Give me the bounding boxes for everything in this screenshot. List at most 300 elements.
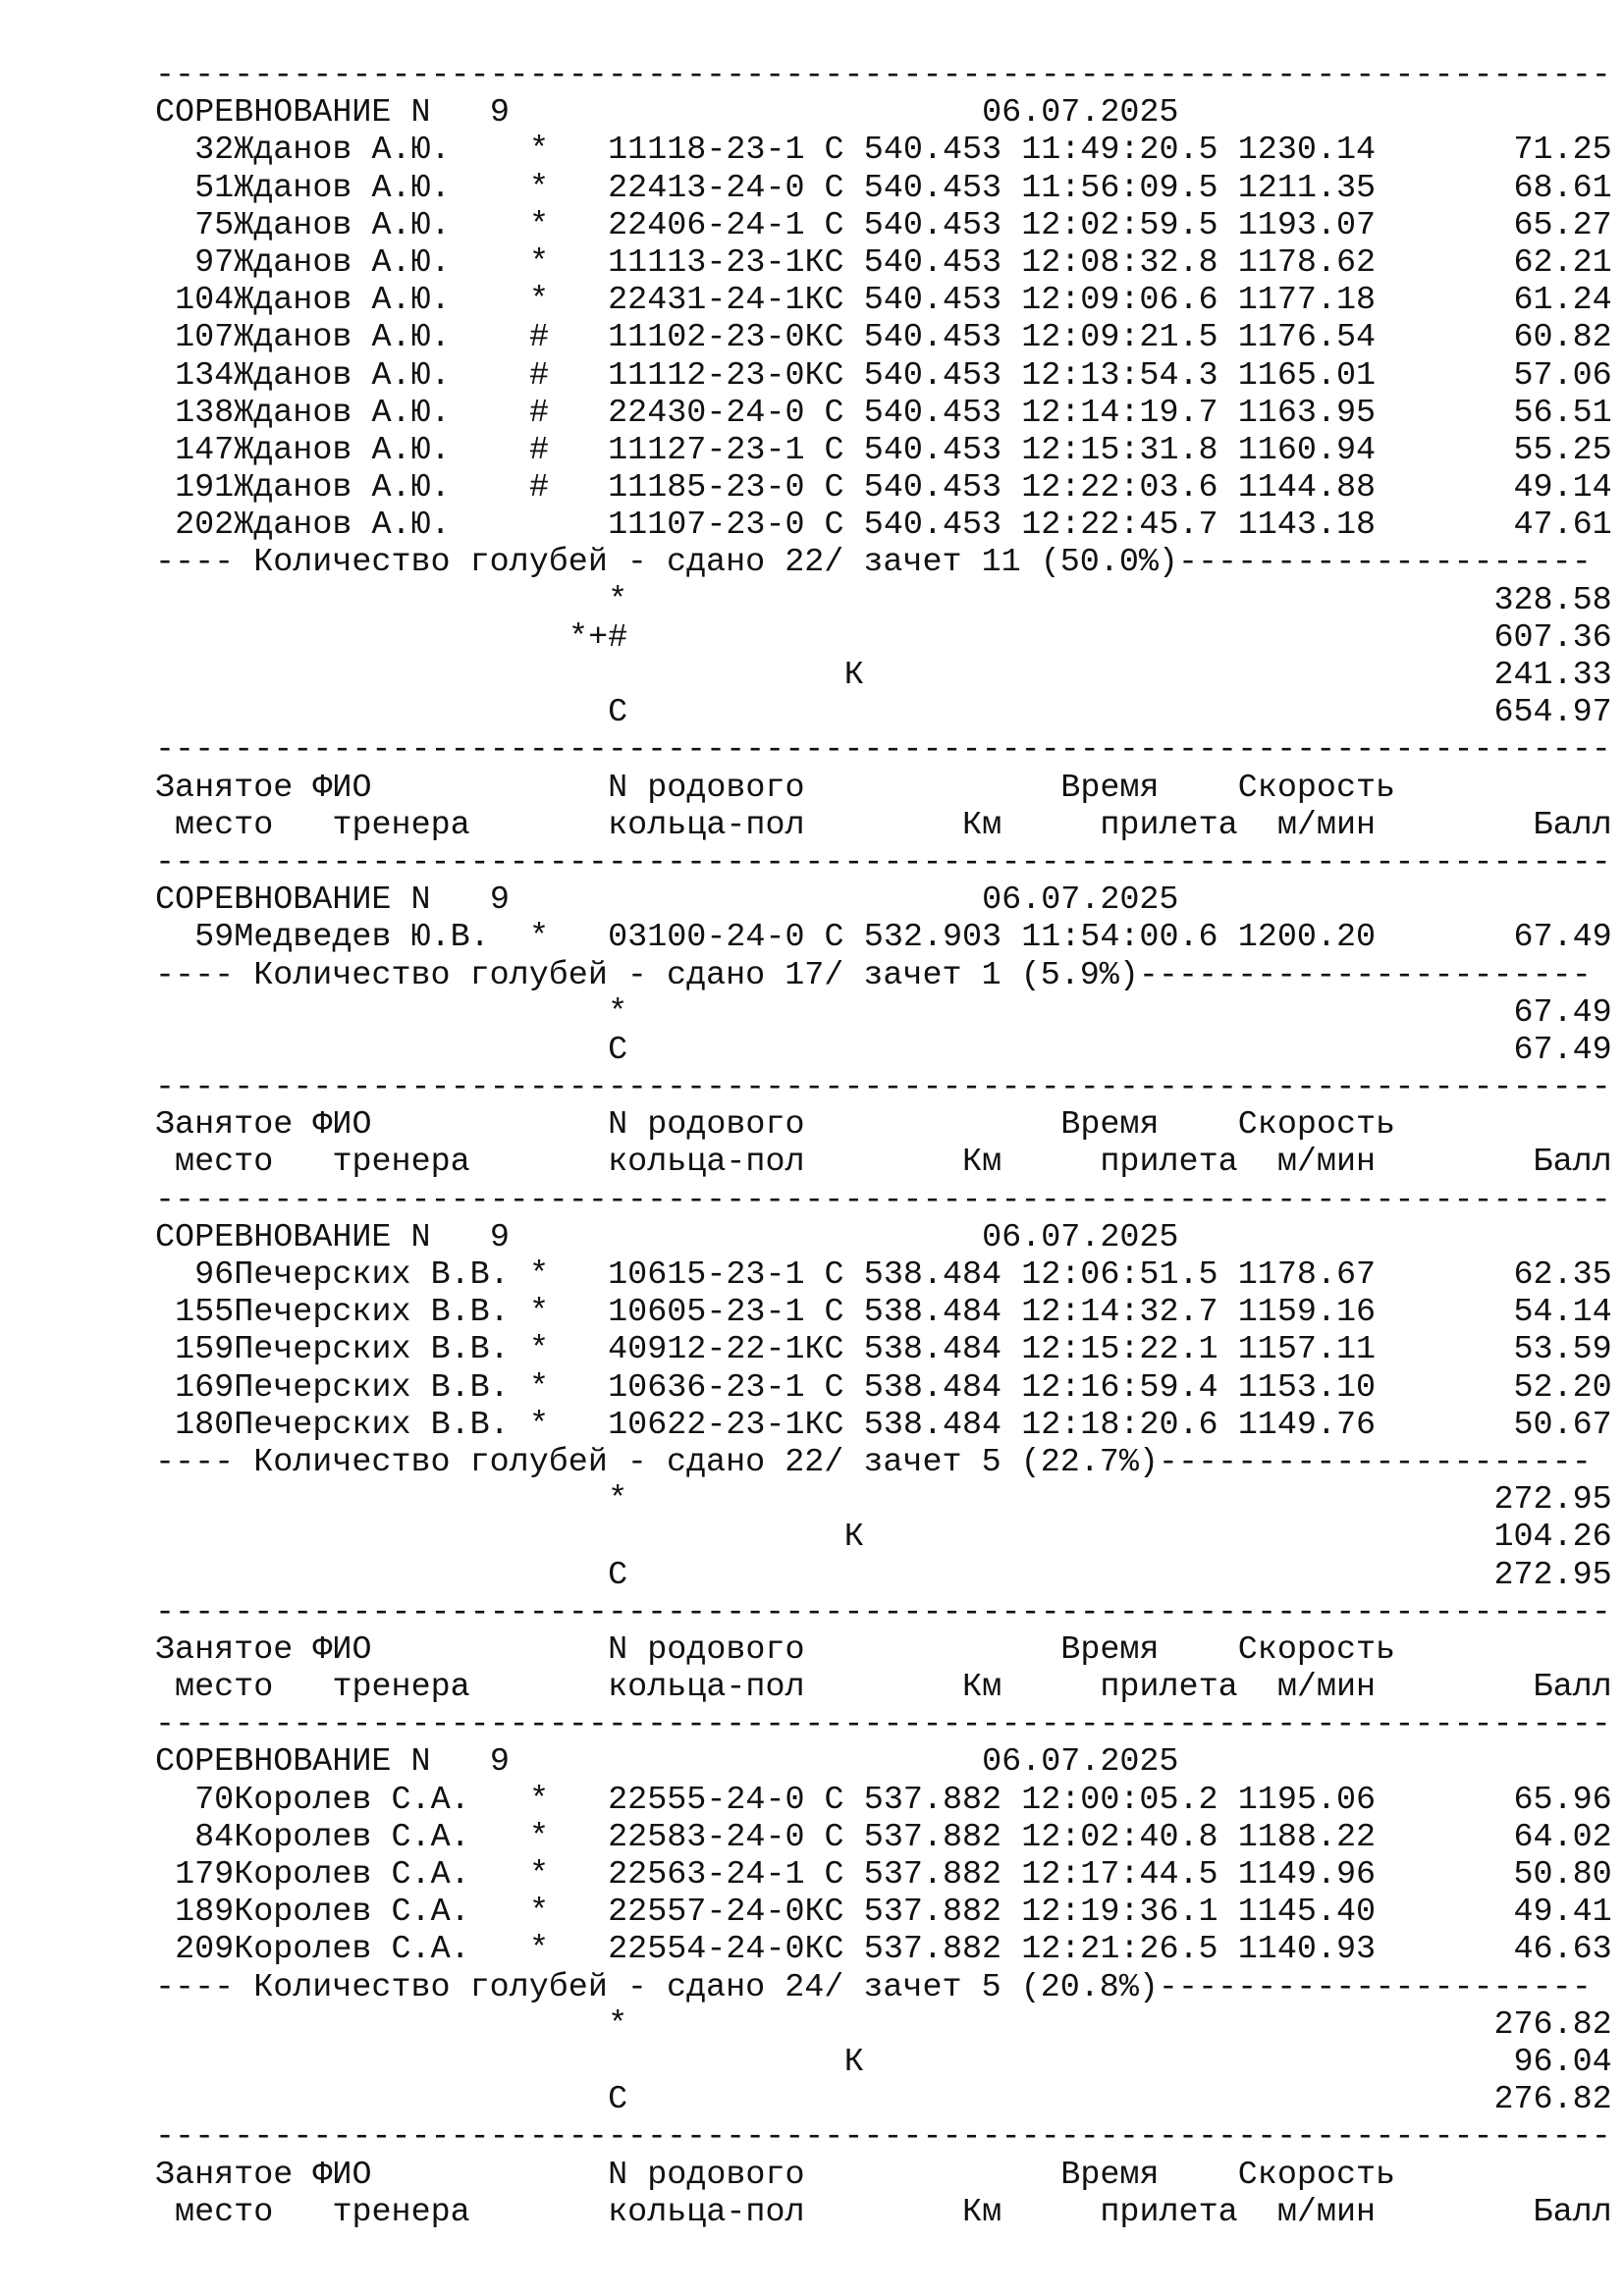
trainer-name: Печерских В.В. — [234, 1256, 510, 1294]
place: 84 — [194, 1818, 235, 1856]
place-header: Занятое — [155, 1630, 294, 1669]
summary-text: ---- Количество голубей - сдано 22/ зачет 5 (22.7%)---------------------- — [155, 1443, 1592, 1481]
total-line — [0, 619, 1624, 657]
points: 57.06 — [1513, 356, 1612, 395]
separator-rule — [0, 1069, 1624, 1106]
name-subheader: тренера — [332, 1669, 470, 1707]
points: 46.63 — [1513, 1931, 1612, 1969]
ring-header: N родового — [608, 2156, 805, 2194]
column-header-line-1 — [0, 770, 1624, 807]
trainer-name: Медведев Ю.В. — [234, 919, 490, 957]
trainer-name: Жданов А.Ю. — [234, 169, 451, 207]
result-row — [0, 469, 1624, 507]
ring-number: 11118-23-1 С — [608, 132, 844, 170]
points-header: Балл — [1533, 1669, 1612, 1707]
column-header-line-2 — [0, 1669, 1624, 1706]
name-subheader: тренера — [332, 2193, 470, 2231]
time-subheader: прилета — [1100, 1144, 1238, 1182]
speed: 1178.62 — [1237, 243, 1377, 282]
result-row — [0, 319, 1624, 356]
arrival-time: 12:22:03.6 — [1021, 469, 1218, 507]
km-header: Км — [962, 806, 1002, 844]
rule-text: -------------------------------------------------------------------------- — [155, 1593, 1611, 1631]
arrival-time: 12:17:44.5 — [1021, 1856, 1218, 1894]
ring-number: 10615-23-1 С — [608, 1256, 844, 1294]
place: 155 — [175, 1294, 235, 1332]
total-line — [0, 657, 1624, 694]
result-row — [0, 1894, 1624, 1931]
result-row — [0, 507, 1624, 544]
speed: 1195.06 — [1237, 1781, 1377, 1819]
marker: * — [528, 1406, 549, 1444]
distance-km: 537.882 — [863, 1781, 1002, 1819]
points-header: Балл — [1533, 1144, 1612, 1182]
trainer-name: Печерских В.В. — [234, 1294, 510, 1332]
arrival-time: 11:56:09.5 — [1021, 169, 1218, 207]
competition-number: 9 — [489, 1218, 510, 1256]
total-value: 272.95 — [1493, 1481, 1612, 1520]
speed-header: Скорость — [1237, 769, 1396, 807]
result-row — [0, 1294, 1624, 1331]
ring-number: 22413-24-0 С — [608, 169, 844, 207]
ring-number: 22583-24-0 С — [608, 1818, 844, 1856]
km-header: Км — [962, 1144, 1002, 1182]
competition-title-line — [0, 94, 1624, 132]
arrival-time: 12:21:26.5 — [1021, 1931, 1218, 1969]
total-value: 96.04 — [1513, 2043, 1612, 2081]
place-subheader: место — [175, 806, 274, 844]
column-header-line-2 — [0, 807, 1624, 844]
points: 56.51 — [1513, 394, 1612, 432]
rule-text: -------------------------------------------------------------------------- — [155, 731, 1611, 770]
trainer-name: Жданов А.Ю. — [234, 507, 451, 545]
marker: * — [528, 132, 549, 170]
arrival-time: 12:14:32.7 — [1021, 1294, 1218, 1332]
total-label: * — [608, 1481, 628, 1520]
result-row — [0, 282, 1624, 319]
distance-km: 540.453 — [863, 206, 1002, 244]
marker: * — [528, 206, 549, 244]
total-value: 241.33 — [1493, 657, 1612, 694]
speed: 1176.54 — [1237, 319, 1377, 357]
ring-number: 11185-23-0 С — [608, 469, 844, 507]
competition-date: 06.07.2025 — [982, 881, 1179, 920]
trainer-name: Жданов А.Ю. — [234, 469, 451, 507]
points: 53.59 — [1513, 1331, 1612, 1369]
distance-km: 532.903 — [863, 919, 1002, 957]
total-value: 67.49 — [1513, 993, 1612, 1032]
points: 52.20 — [1513, 1368, 1612, 1407]
speed: 1193.07 — [1237, 206, 1377, 244]
arrival-time: 12:06:51.5 — [1021, 1256, 1218, 1294]
ring-number: 22406-24-1 С — [608, 206, 844, 244]
total-value: 328.58 — [1493, 581, 1612, 619]
total-label: * — [608, 2005, 628, 2044]
trainer-name: Печерских В.В. — [234, 1331, 510, 1369]
rule-text: -------------------------------------------------------------------------- — [155, 1181, 1611, 1219]
points: 60.82 — [1513, 319, 1612, 357]
place: 189 — [175, 1894, 235, 1932]
points: 68.61 — [1513, 169, 1612, 207]
place-header: Занятое — [155, 2156, 294, 2194]
speed-subheader: м/мин — [1276, 1669, 1377, 1707]
competition-number: 9 — [489, 881, 510, 920]
total-label: С — [608, 694, 628, 732]
name-header: ФИО — [312, 1630, 372, 1669]
rule-text: -------------------------------------------------------------------------- — [155, 2118, 1611, 2157]
arrival-time: 12:15:31.8 — [1021, 431, 1218, 469]
points: 47.61 — [1513, 507, 1612, 545]
arrival-time: 12:18:20.6 — [1021, 1406, 1218, 1444]
distance-km: 540.453 — [863, 469, 1002, 507]
rule-text: -------------------------------------------------------------------------- — [155, 843, 1611, 881]
competition-title-line — [0, 1219, 1624, 1256]
place: 147 — [175, 431, 235, 469]
points: 50.67 — [1513, 1406, 1612, 1444]
summary-line — [0, 1444, 1624, 1481]
competition-title: СОРЕВНОВАНИЕ N — [155, 1743, 431, 1782]
trainer-name: Жданов А.Ю. — [234, 206, 451, 244]
time-header: Время — [1060, 1106, 1160, 1145]
points: 49.14 — [1513, 469, 1612, 507]
separator-rule — [0, 844, 1624, 881]
total-label: С — [608, 1556, 628, 1594]
total-label: С — [608, 1031, 628, 1069]
ring-number: 11112-23-0КС — [608, 356, 844, 395]
trainer-name: Королев С.А. — [234, 1781, 470, 1819]
arrival-time: 12:02:59.5 — [1021, 206, 1218, 244]
result-row — [0, 1856, 1624, 1894]
place-subheader: место — [175, 1669, 274, 1707]
total-line — [0, 1557, 1624, 1594]
points: 50.80 — [1513, 1856, 1612, 1894]
distance-km: 540.453 — [863, 169, 1002, 207]
total-value: 607.36 — [1493, 618, 1612, 657]
points: 55.25 — [1513, 431, 1612, 469]
competition-title: СОРЕВНОВАНИЕ N — [155, 94, 431, 133]
speed-header: Скорость — [1237, 1630, 1396, 1669]
results-sheet — [0, 57, 1624, 2231]
speed: 1140.93 — [1237, 1931, 1377, 1969]
result-row — [0, 244, 1624, 282]
marker: # — [528, 469, 549, 507]
marker: * — [528, 919, 549, 957]
trainer-name: Королев С.А. — [234, 1931, 470, 1969]
result-row — [0, 170, 1624, 207]
total-line — [0, 1519, 1624, 1556]
ring-number: 11113-23-1КС — [608, 243, 844, 282]
arrival-time: 12:14:19.7 — [1021, 394, 1218, 432]
ring-number: 22557-24-0КС — [608, 1894, 844, 1932]
total-line — [0, 2081, 1624, 2118]
total-value: 654.97 — [1493, 694, 1612, 732]
trainer-name: Жданов А.Ю. — [234, 356, 451, 395]
separator-rule — [0, 2118, 1624, 2156]
arrival-time: 11:49:20.5 — [1021, 132, 1218, 170]
total-line — [0, 1481, 1624, 1519]
ring-number: 22563-24-1 С — [608, 1856, 844, 1894]
result-row — [0, 1369, 1624, 1407]
distance-km: 540.453 — [863, 243, 1002, 282]
place: 97 — [194, 243, 235, 282]
distance-km: 538.484 — [863, 1368, 1002, 1407]
marker: * — [528, 1368, 549, 1407]
place-subheader: место — [175, 2193, 274, 2231]
result-row — [0, 1931, 1624, 1968]
trainer-name: Жданов А.Ю. — [234, 319, 451, 357]
speed: 1149.76 — [1237, 1406, 1377, 1444]
result-row — [0, 207, 1624, 244]
total-label: К — [843, 2043, 864, 2081]
speed: 1200.20 — [1237, 919, 1377, 957]
speed: 1144.88 — [1237, 469, 1377, 507]
speed: 1159.16 — [1237, 1294, 1377, 1332]
ring-number: 10636-23-1 С — [608, 1368, 844, 1407]
competition-number: 9 — [489, 1743, 510, 1782]
rule-text: -------------------------------------------------------------------------- — [155, 57, 1611, 94]
distance-km: 540.453 — [863, 356, 1002, 395]
marker: * — [528, 1856, 549, 1894]
column-header-line-2 — [0, 2194, 1624, 2231]
trainer-name: Королев С.А. — [234, 1856, 470, 1894]
marker: # — [528, 319, 549, 357]
competition-date: 06.07.2025 — [982, 1218, 1179, 1256]
separator-rule — [0, 1706, 1624, 1743]
trainer-name: Печерских В.В. — [234, 1368, 510, 1407]
arrival-time: 12:13:54.3 — [1021, 356, 1218, 395]
trainer-name: Жданов А.Ю. — [234, 132, 451, 170]
result-row — [0, 395, 1624, 432]
ring-subheader: кольца-пол — [608, 1144, 805, 1182]
total-line — [0, 582, 1624, 619]
competition-title-line — [0, 1743, 1624, 1781]
ring-number: 22431-24-1КС — [608, 282, 844, 320]
total-value: 104.26 — [1493, 1519, 1612, 1557]
arrival-time: 12:19:36.1 — [1021, 1894, 1218, 1932]
trainer-name: Королев С.А. — [234, 1818, 470, 1856]
marker: * — [528, 1931, 549, 1969]
ring-number: 22555-24-0 С — [608, 1781, 844, 1819]
points: 54.14 — [1513, 1294, 1612, 1332]
total-line — [0, 994, 1624, 1032]
points: 64.02 — [1513, 1818, 1612, 1856]
total-line — [0, 2006, 1624, 2044]
total-label: *+# — [568, 618, 628, 657]
ring-subheader: кольца-пол — [608, 806, 805, 844]
marker: # — [528, 356, 549, 395]
arrival-time: 12:15:22.1 — [1021, 1331, 1218, 1369]
ring-number: 11127-23-1 С — [608, 431, 844, 469]
name-subheader: тренера — [332, 806, 470, 844]
distance-km: 540.453 — [863, 394, 1002, 432]
result-row — [0, 1407, 1624, 1444]
result-row — [0, 1331, 1624, 1368]
summary-line — [0, 1969, 1624, 2006]
rule-text: -------------------------------------------------------------------------- — [155, 1706, 1611, 1744]
marker: * — [528, 1818, 549, 1856]
speed-subheader: м/мин — [1276, 2193, 1377, 2231]
trainer-name: Печерских В.В. — [234, 1406, 510, 1444]
name-subheader: тренера — [332, 1144, 470, 1182]
competition-title: СОРЕВНОВАНИЕ N — [155, 881, 431, 920]
competition-date: 06.07.2025 — [982, 94, 1179, 133]
distance-km: 540.453 — [863, 282, 1002, 320]
place: 179 — [175, 1856, 235, 1894]
speed: 1145.40 — [1237, 1894, 1377, 1932]
total-label: * — [608, 993, 628, 1032]
column-header-line-1 — [0, 1631, 1624, 1669]
place-header: Занятое — [155, 769, 294, 807]
rule-text: -------------------------------------------------------------------------- — [155, 1069, 1611, 1107]
separator-rule — [0, 731, 1624, 769]
total-label: * — [608, 581, 628, 619]
points-header: Балл — [1533, 2193, 1612, 2231]
time-subheader: прилета — [1100, 806, 1238, 844]
marker: * — [528, 1894, 549, 1932]
speed: 1178.67 — [1237, 1256, 1377, 1294]
total-line — [0, 1032, 1624, 1069]
distance-km: 540.453 — [863, 132, 1002, 170]
summary-text: ---- Количество голубей - сдано 24/ зачет 5 (20.8%)---------------------- — [155, 1968, 1592, 2006]
place: 180 — [175, 1406, 235, 1444]
place: 51 — [194, 169, 235, 207]
marker: * — [528, 1294, 549, 1332]
place: 134 — [175, 356, 235, 395]
arrival-time: 12:16:59.4 — [1021, 1368, 1218, 1407]
marker: * — [528, 1781, 549, 1819]
place: 159 — [175, 1331, 235, 1369]
total-line — [0, 694, 1624, 731]
place: 169 — [175, 1368, 235, 1407]
arrival-time: 12:09:06.6 — [1021, 282, 1218, 320]
points: 62.21 — [1513, 243, 1612, 282]
distance-km: 537.882 — [863, 1931, 1002, 1969]
distance-km: 537.882 — [863, 1818, 1002, 1856]
place: 59 — [194, 919, 235, 957]
name-header: ФИО — [312, 2156, 372, 2194]
points: 65.27 — [1513, 206, 1612, 244]
ring-number: 10605-23-1 С — [608, 1294, 844, 1332]
speed-subheader: м/мин — [1276, 1144, 1377, 1182]
km-header: Км — [962, 1669, 1002, 1707]
time-header: Время — [1060, 2156, 1160, 2194]
speed: 1143.18 — [1237, 507, 1377, 545]
competition-date: 06.07.2025 — [982, 1743, 1179, 1782]
distance-km: 537.882 — [863, 1856, 1002, 1894]
name-header: ФИО — [312, 769, 372, 807]
place-header: Занятое — [155, 1106, 294, 1145]
arrival-time: 12:00:05.2 — [1021, 1781, 1218, 1819]
separator-rule — [0, 1594, 1624, 1631]
column-header-line-1 — [0, 2157, 1624, 2194]
time-subheader: прилета — [1100, 2193, 1238, 2231]
speed: 1165.01 — [1237, 356, 1377, 395]
distance-km: 540.453 — [863, 431, 1002, 469]
place: 96 — [194, 1256, 235, 1294]
distance-km: 538.484 — [863, 1331, 1002, 1369]
competition-title-line — [0, 881, 1624, 919]
speed: 1211.35 — [1237, 169, 1377, 207]
total-line — [0, 2044, 1624, 2081]
trainer-name: Жданов А.Ю. — [234, 431, 451, 469]
points: 61.24 — [1513, 282, 1612, 320]
total-value: 276.82 — [1493, 2005, 1612, 2044]
place: 104 — [175, 282, 235, 320]
speed: 1157.11 — [1237, 1331, 1377, 1369]
result-row — [0, 1819, 1624, 1856]
points: 67.49 — [1513, 919, 1612, 957]
speed-header: Скорость — [1237, 2156, 1396, 2194]
speed: 1153.10 — [1237, 1368, 1377, 1407]
separator-rule — [0, 57, 1624, 94]
points: 62.35 — [1513, 1256, 1612, 1294]
ring-header: N родового — [608, 1630, 805, 1669]
points-header: Балл — [1533, 806, 1612, 844]
speed: 1163.95 — [1237, 394, 1377, 432]
distance-km: 538.484 — [863, 1406, 1002, 1444]
total-label: С — [608, 2081, 628, 2119]
result-row — [0, 1256, 1624, 1294]
arrival-time: 12:22:45.7 — [1021, 507, 1218, 545]
km-header: Км — [962, 2193, 1002, 2231]
speed: 1188.22 — [1237, 1818, 1377, 1856]
points: 71.25 — [1513, 132, 1612, 170]
competition-number: 9 — [489, 94, 510, 133]
result-row — [0, 132, 1624, 169]
ring-number: 40912-22-1КС — [608, 1331, 844, 1369]
ring-number: 11102-23-0КС — [608, 319, 844, 357]
result-row — [0, 357, 1624, 395]
arrival-time: 11:54:00.6 — [1021, 919, 1218, 957]
ring-number: 22430-24-0 С — [608, 394, 844, 432]
place-subheader: место — [175, 1144, 274, 1182]
summary-text: ---- Количество голубей - сдано 17/ зачет 1 (5.9%)----------------------- — [155, 956, 1592, 994]
distance-km: 540.453 — [863, 507, 1002, 545]
summary-text: ---- Количество голубей - сдано 22/ зачет 11 (50.0%)--------------------- — [155, 544, 1592, 582]
place: 209 — [175, 1931, 235, 1969]
marker: * — [528, 1256, 549, 1294]
result-row — [0, 1782, 1624, 1819]
marker: * — [528, 1331, 549, 1369]
separator-rule — [0, 1182, 1624, 1219]
total-label: К — [843, 657, 864, 694]
place: 70 — [194, 1781, 235, 1819]
speed: 1177.18 — [1237, 282, 1377, 320]
speed: 1160.94 — [1237, 431, 1377, 469]
column-header-line-1 — [0, 1106, 1624, 1144]
place: 191 — [175, 469, 235, 507]
speed-header: Скорость — [1237, 1106, 1396, 1145]
name-header: ФИО — [312, 1106, 372, 1145]
result-row — [0, 919, 1624, 956]
time-header: Время — [1060, 1630, 1160, 1669]
summary-line — [0, 957, 1624, 994]
ring-subheader: кольца-пол — [608, 2193, 805, 2231]
marker: # — [528, 394, 549, 432]
arrival-time: 12:09:21.5 — [1021, 319, 1218, 357]
marker: # — [528, 431, 549, 469]
trainer-name: Жданов А.Ю. — [234, 394, 451, 432]
place: 107 — [175, 319, 235, 357]
distance-km: 538.484 — [863, 1294, 1002, 1332]
ring-subheader: кольца-пол — [608, 1669, 805, 1707]
trainer-name: Жданов А.Ю. — [234, 243, 451, 282]
ring-number: 22554-24-0КС — [608, 1931, 844, 1969]
ring-number: 11107-23-0 С — [608, 507, 844, 545]
speed: 1149.96 — [1237, 1856, 1377, 1894]
speed-subheader: м/мин — [1276, 806, 1377, 844]
total-value: 272.95 — [1493, 1556, 1612, 1594]
